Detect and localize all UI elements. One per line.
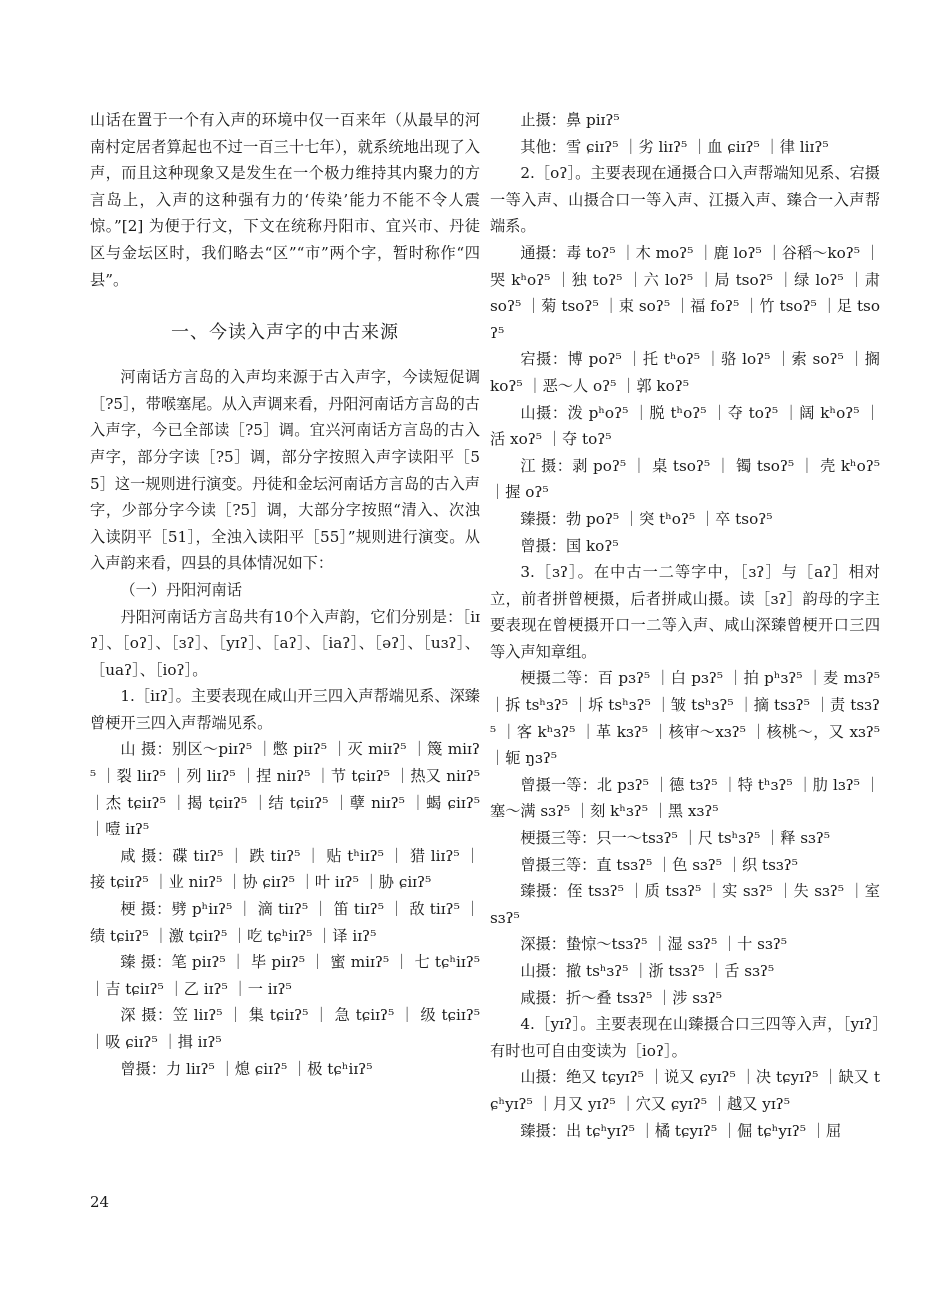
- example-list: 深 摄：笠 liɪʔ⁵ ｜ 集 tɕiɪʔ⁵ ｜ 急 tɕiɪʔ⁵ ｜ 级 tɕiɪʔ⁵ ｜吸 ɕiɪʔ⁵ ｜揖 iɪʔ⁵: [90, 1006, 480, 1051]
- example-list: 山摄：泼 pʰoʔ⁵ ｜脱 tʰoʔ⁵ ｜夺 toʔ⁵ ｜阔 kʰoʔ⁵ ｜活 xoʔ⁵ ｜夺 toʔ⁵: [490, 403, 880, 449]
- example-list: 山摄：撤 tsʰɜʔ⁵ ｜浙 tsɜʔ⁵ ｜舌 sɜʔ⁵: [520, 962, 775, 980]
- example-list: 梗摄二等：百 pɜʔ⁵ ｜白 pɜʔ⁵ ｜拍 pʰɜʔ⁵ ｜麦 mɜʔ⁵ ｜拆 tsʰɜʔ⁵ ｜坼 tsʰɜʔ⁵ ｜皱 tsʰɜʔ⁵ ｜摘 tsɜʔ⁵ ｜责 tsɜʔ⁵ ｜客 kʰɜʔ⁵ ｜革 kɜʔ⁵ ｜核审～xɜʔ⁵ ｜核桃～，又 xɜʔ⁵ ｜轭 ŋɜʔ⁵: [490, 669, 880, 768]
- example-list: 曾摄：力 liɪʔ⁵ ｜熄 ɕiɪʔ⁵ ｜极 tɕʰiɪʔ⁵: [120, 1059, 373, 1078]
- example-list: 咸摄：折～叠 tsɜʔ⁵ ｜涉 sɜʔ⁵: [520, 988, 722, 1007]
- example-list: 江 摄：剥 poʔ⁵ ｜ 桌 tsoʔ⁵ ｜ 镯 tsoʔ⁵ ｜ 壳 kʰoʔ⁵ ｜握 oʔ⁵: [490, 456, 880, 502]
- example-list: 山摄：绝又 tɕyɪʔ⁵ ｜说又 ɕyɪʔ⁵ ｜决 tɕyɪʔ⁵ ｜缺又 tɕʰyɪʔ⁵ ｜月又 yɪʔ⁵ ｜穴又 ɕyɪʔ⁵ ｜越又 yɪʔ⁵: [490, 1068, 880, 1113]
- example-list: 曾摄一等：北 pɜʔ⁵ ｜德 tɜʔ⁵ ｜特 tʰɜʔ⁵ ｜肋 lɜʔ⁵ ｜塞～满 sɜʔ⁵ ｜刻 kʰɜʔ⁵ ｜黑 xɜʔ⁵: [490, 775, 880, 821]
- example-list: 梗 摄：劈 pʰiɪʔ⁵ ｜ 滴 tiɪʔ⁵ ｜ 笛 tiɪʔ⁵ ｜ 敌 tiɪʔ⁵ ｜绩 tɕiɪʔ⁵ ｜激 tɕiɪʔ⁵ ｜吃 tɕʰiɪʔ⁵ ｜译 iɪʔ⁵: [90, 900, 480, 945]
- example-list: 宕摄：博 poʔ⁵ ｜托 tʰoʔ⁵ ｜骆 loʔ⁵ ｜索 soʔ⁵ ｜搁 koʔ⁵ ｜恶～人 oʔ⁵ ｜郭 koʔ⁵: [490, 350, 880, 395]
- example-list: 臻 摄：笔 piɪʔ⁵ ｜ 毕 piɪʔ⁵ ｜ 蜜 miɪʔ⁵ ｜ 七 tɕʰiɪʔ⁵ ｜吉 tɕiɪʔ⁵ ｜乙 iɪʔ⁵ ｜一 iɪʔ⁵: [90, 953, 480, 998]
- right-column: [490, 107, 880, 1144]
- example-list: 臻摄：勃 poʔ⁵ ｜突 tʰoʔ⁵ ｜卒 tsoʔ⁵: [520, 509, 773, 528]
- paragraph: 1.［iɪʔ］。主要表现在咸山开三四入声帮端见系、深臻曾梗开三四入声帮端见系。: [90, 687, 480, 732]
- paragraph: 丹阳河南话方言岛共有10个入声韵，它们分别是：［iɪʔ］、［oʔ］、［ɜʔ］、［yɪʔ］、［aʔ］、［iaʔ］、［əʔ］、［uɜʔ］、［uaʔ］、［ioʔ］。: [90, 607, 480, 679]
- example-list: 梗摄三等：只一～tsɜʔ⁵ ｜尺 tsʰɜʔ⁵ ｜释 sɜʔ⁵: [520, 829, 830, 848]
- example-list: 通摄：毒 toʔ⁵ ｜木 moʔ⁵ ｜鹿 loʔ⁵ ｜谷稻～koʔ⁵ ｜哭 kʰoʔ⁵ ｜独 toʔ⁵ ｜六 loʔ⁵ ｜局 tsoʔ⁵ ｜绿 loʔ⁵ ｜肃 soʔ⁵ ｜菊 tsoʔ⁵ ｜束 soʔ⁵ ｜福 foʔ⁵ ｜竹 tsoʔ⁵ ｜足 tsoʔ⁵: [490, 243, 880, 342]
- subheading: （一）丹阳河南话: [120, 580, 242, 599]
- example-list: 山 摄：别区～piɪʔ⁵ ｜憋 piɪʔ⁵ ｜灭 miɪʔ⁵ ｜篾 miɪʔ⁵ ｜裂 liɪʔ⁵ ｜列 liɪʔ⁵ ｜捏 niɪʔ⁵ ｜节 tɕiɪʔ⁵ ｜热又 niɪʔ⁵ ｜杰 tɕiɪʔ⁵ ｜揭 tɕiɪʔ⁵ ｜结 tɕiɪʔ⁵ ｜孽 niɪʔ⁵ ｜蝎 ɕiɪʔ⁵ ｜噎 iɪʔ⁵: [90, 740, 480, 839]
- paragraph: 2.［oʔ］。主要表现在通摄合口入声帮端知见系、宕摄一等入声、山摄合口一等入声、江摄入声、臻合一入声帮端系。: [490, 164, 880, 236]
- example-list: 臻摄：出 tɕʰyɪʔ⁵ ｜橘 tɕyɪʔ⁵ ｜倔 tɕʰyɪʔ⁵ ｜屈: [520, 1121, 842, 1140]
- page-number: 24: [90, 1193, 110, 1211]
- example-list: 咸 摄：碟 tiɪʔ⁵ ｜ 跌 tiɪʔ⁵ ｜ 贴 tʰiɪʔ⁵ ｜ 猎 liɪʔ⁵ ｜接 tɕiɪʔ⁵ ｜业 niɪʔ⁵ ｜协 ɕiɪʔ⁵ ｜叶 iɪʔ⁵ ｜胁 ɕiɪʔ⁵: [90, 846, 480, 892]
- example-list: 深摄：蛰惊～tsɜʔ⁵ ｜湿 sɜʔ⁵ ｜十 sɜʔ⁵: [520, 935, 787, 954]
- paragraph: 河南话方言岛的入声均来源于古入声字，今读短促调［?5］，带喉塞尾。从入声调来看，丹阳河南话方言岛的古入声字，今已全部读［?5］调。宜兴河南话方言岛的古入声字，部分字读［?5］调，部分字按照入声字读阳平［55］这一规则进行演变。丹徒和金坛河南话方言岛的古入声字，少部分字今读［?5］调，大部分字按照“清入、次浊入读阴平［51］，全浊入读阳平［55］”规则进行演变。从入声韵来看，四县的具体情况如下：: [90, 368, 480, 573]
- paragraph: 山话在置于一个有入声的环境中仅一百来年（从最早的河南村定居者算起也不过一百三十七年），就系统地出现了入声，而且这种现象又是发生在一个极力维持其内聚力的方言岛上，入声的这种强有力的‘传染’能力不能不令人震惊。”[2] 为便于行文，下文在统称丹阳市、宜兴市、丹徒区与金坛区时，我们略去“区”“市”两个字，暂时称作“四县”。: [90, 111, 480, 289]
- example-list: 曾摄：国 koʔ⁵: [520, 536, 619, 555]
- section-heading: 一、今读入声字的中古来源: [171, 322, 399, 344]
- paragraph: 3.［ɜʔ］。在中古一二等字中，［ɜʔ］与［aʔ］相对立，前者拼曾梗摄，后者拼咸山摄。读［ɜʔ］韵母的字主要表现在曾梗摄开口一二等入声、咸山深臻曾梗开口三四等入声知章组。: [490, 563, 880, 661]
- example-list: 止摄：鼻 piɪʔ⁵: [520, 111, 620, 129]
- example-list: 曾摄三等：直 tsɜʔ⁵ ｜色 sɜʔ⁵ ｜织 tsɜʔ⁵: [520, 855, 798, 874]
- paragraph: 4.［yɪʔ］。主要表现在山臻摄合口三四等入声，［yɪʔ］有时也可自由变读为［ioʔ］。: [490, 1015, 880, 1060]
- example-list: 臻摄：侄 tsɜʔ⁵ ｜质 tsɜʔ⁵ ｜实 sɜʔ⁵ ｜失 sɜʔ⁵ ｜室 sɜʔ⁵: [490, 882, 880, 927]
- left-column: [90, 107, 480, 1082]
- example-list: 其他：雪 ɕiɪʔ⁵ ｜劣 liɪʔ⁵ ｜血 ɕiɪʔ⁵ ｜律 liɪʔ⁵: [520, 137, 829, 156]
